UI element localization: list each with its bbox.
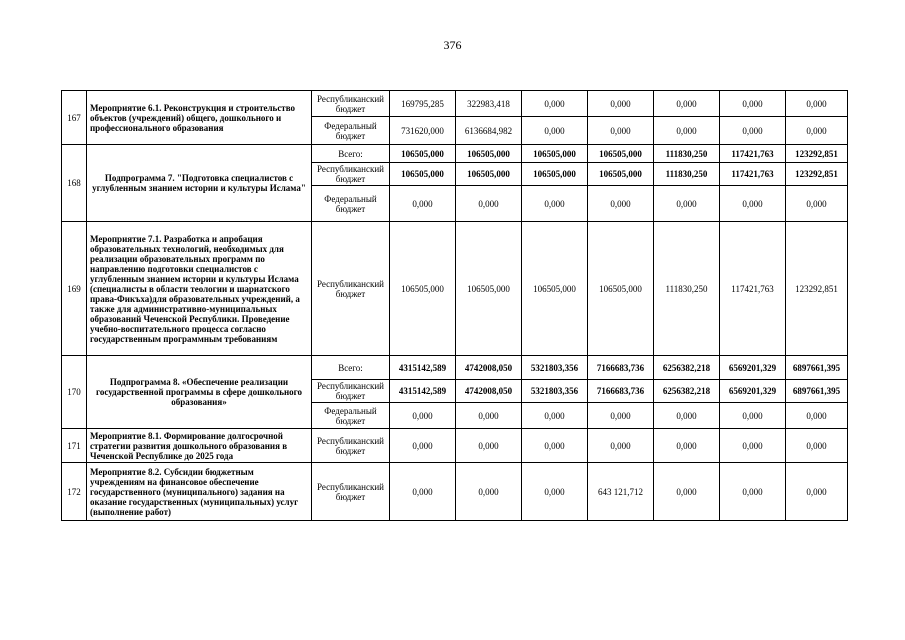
amount-cell: 643 121,712 — [588, 463, 654, 521]
amount-cell: 0,000 — [390, 463, 456, 521]
measure-title: Мероприятие 7.1. Разработка и апробация образовательных технологий, необходимых для реализации образовательных программ по направлению подготовки специалистов с углубленным знанием истории и культуры Ислама (специалисты в области теологии и шариатского права-Фикъха)для образовательных учреждений, а также для административно-муниципальных образований Чеченской Республики. Проведение учебно-воспитательного процесса согласно государственным программным требованиям — [87, 222, 312, 356]
amount-cell: 322983,418 — [456, 91, 522, 117]
page-number: 376 — [443, 38, 462, 52]
amount-cell: 106505,000 — [456, 222, 522, 356]
amount-cell: 106505,000 — [588, 145, 654, 163]
amount-cell: 0,000 — [390, 403, 456, 429]
amount-cell: 4315142,589 — [390, 380, 456, 403]
amount-cell: 0,000 — [786, 91, 848, 117]
amount-cell: 6569201,329 — [720, 380, 786, 403]
amount-cell: 6256382,218 — [654, 380, 720, 403]
amount-cell: 0,000 — [720, 91, 786, 117]
funding-source: Федеральный бюджет — [312, 117, 390, 145]
budget-table-body — [62, 91, 848, 521]
amount-cell: 0,000 — [654, 463, 720, 521]
amount-cell: 6897661,395 — [786, 380, 848, 403]
amount-cell: 0,000 — [588, 403, 654, 429]
amount-cell: 0,000 — [390, 186, 456, 222]
amount-cell: 111830,250 — [654, 222, 720, 356]
amount-cell: 0,000 — [654, 186, 720, 222]
amount-cell: 0,000 — [522, 429, 588, 463]
measure-title: Мероприятие 8.2. Субсидии бюджетным учреждениям на финансовое обеспечение государственного (муниципального) задания на оказание государственных (муниципальных) услуг (выполнение работ) — [87, 463, 312, 521]
amount-cell: 4742008,050 — [456, 380, 522, 403]
funding-source: Всего: — [312, 356, 390, 380]
amount-cell: 4742008,050 — [456, 356, 522, 380]
table-row — [62, 222, 848, 356]
measure-title: Подпрограмма 8. «Обеспечение реализации государственной программы в сфере дошкольного образования» — [87, 356, 312, 429]
amount-cell: 4315142,589 — [390, 356, 456, 380]
amount-cell: 6897661,395 — [786, 356, 848, 380]
amount-cell: 123292,851 — [786, 222, 848, 356]
amount-cell: 7166683,736 — [588, 356, 654, 380]
funding-source: Федеральный бюджет — [312, 186, 390, 222]
amount-cell: 117421,763 — [720, 163, 786, 186]
amount-cell: 117421,763 — [720, 145, 786, 163]
amount-cell: 0,000 — [654, 403, 720, 429]
amount-cell: 123292,851 — [786, 163, 848, 186]
row-number: 167 — [62, 91, 87, 145]
amount-cell: 0,000 — [456, 186, 522, 222]
measure-title: Мероприятие 6.1. Реконструкция и строительство объектов (учреждений) общего, дошкольного и профессионального образования — [87, 91, 312, 145]
amount-cell: 5321803,356 — [522, 356, 588, 380]
amount-cell: 0,000 — [588, 186, 654, 222]
budget-table — [61, 90, 848, 521]
funding-source: Республиканский бюджет — [312, 429, 390, 463]
amount-cell: 169795,285 — [390, 91, 456, 117]
table-row — [62, 356, 848, 380]
amount-cell: 106505,000 — [588, 222, 654, 356]
amount-cell: 0,000 — [588, 91, 654, 117]
amount-cell: 0,000 — [588, 429, 654, 463]
amount-cell: 0,000 — [522, 403, 588, 429]
amount-cell: 106505,000 — [522, 222, 588, 356]
table-row — [62, 145, 848, 163]
row-number: 170 — [62, 356, 87, 429]
amount-cell: 0,000 — [720, 186, 786, 222]
amount-cell: 0,000 — [720, 429, 786, 463]
table-row — [62, 463, 848, 521]
amount-cell: 5321803,356 — [522, 380, 588, 403]
amount-cell: 6569201,329 — [720, 356, 786, 380]
amount-cell: 111830,250 — [654, 145, 720, 163]
funding-source: Республиканский бюджет — [312, 91, 390, 117]
measure-title: Мероприятие 8.1. Формирование долгосрочной стратегии развития дошкольного образования в Чеченской Республике до 2025 года — [87, 429, 312, 463]
amount-cell: 106505,000 — [390, 145, 456, 163]
amount-cell: 0,000 — [456, 463, 522, 521]
amount-cell: 0,000 — [522, 463, 588, 521]
funding-source: Республиканский бюджет — [312, 380, 390, 403]
amount-cell: 6256382,218 — [654, 356, 720, 380]
amount-cell: 0,000 — [654, 117, 720, 145]
amount-cell: 106505,000 — [456, 163, 522, 186]
amount-cell: 0,000 — [720, 403, 786, 429]
amount-cell: 0,000 — [456, 429, 522, 463]
amount-cell: 117421,763 — [720, 222, 786, 356]
measure-title: Подпрограмма 7. "Подготовка специалистов с углубленным знанием истории и культуры Ислама" — [87, 145, 312, 222]
amount-cell: 0,000 — [588, 117, 654, 145]
amount-cell: 0,000 — [522, 117, 588, 145]
amount-cell: 106505,000 — [456, 145, 522, 163]
amount-cell: 0,000 — [720, 463, 786, 521]
amount-cell: 0,000 — [786, 117, 848, 145]
amount-cell: 0,000 — [390, 429, 456, 463]
amount-cell: 7166683,736 — [588, 380, 654, 403]
row-number: 168 — [62, 145, 87, 222]
amount-cell: 106505,000 — [522, 145, 588, 163]
funding-source: Федеральный бюджет — [312, 403, 390, 429]
amount-cell: 106505,000 — [588, 163, 654, 186]
amount-cell: 106505,000 — [390, 222, 456, 356]
amount-cell: 106505,000 — [390, 163, 456, 186]
amount-cell: 0,000 — [786, 186, 848, 222]
table-row — [62, 429, 848, 463]
amount-cell: 123292,851 — [786, 145, 848, 163]
amount-cell: 0,000 — [786, 463, 848, 521]
funding-source: Республиканский бюджет — [312, 463, 390, 521]
row-number: 169 — [62, 222, 87, 356]
amount-cell: 0,000 — [522, 186, 588, 222]
amount-cell: 0,000 — [786, 429, 848, 463]
funding-source: Республиканский бюджет — [312, 222, 390, 356]
amount-cell: 6136684,982 — [456, 117, 522, 145]
row-number: 172 — [62, 463, 87, 521]
amount-cell: 0,000 — [786, 403, 848, 429]
funding-source: Республиканский бюджет — [312, 163, 390, 186]
amount-cell: 0,000 — [654, 91, 720, 117]
funding-source: Всего: — [312, 145, 390, 163]
table-row — [62, 91, 848, 117]
amount-cell: 111830,250 — [654, 163, 720, 186]
amount-cell: 0,000 — [720, 117, 786, 145]
amount-cell: 0,000 — [654, 429, 720, 463]
amount-cell: 731620,000 — [390, 117, 456, 145]
amount-cell: 0,000 — [522, 91, 588, 117]
amount-cell: 106505,000 — [522, 163, 588, 186]
row-number: 171 — [62, 429, 87, 463]
amount-cell: 0,000 — [456, 403, 522, 429]
